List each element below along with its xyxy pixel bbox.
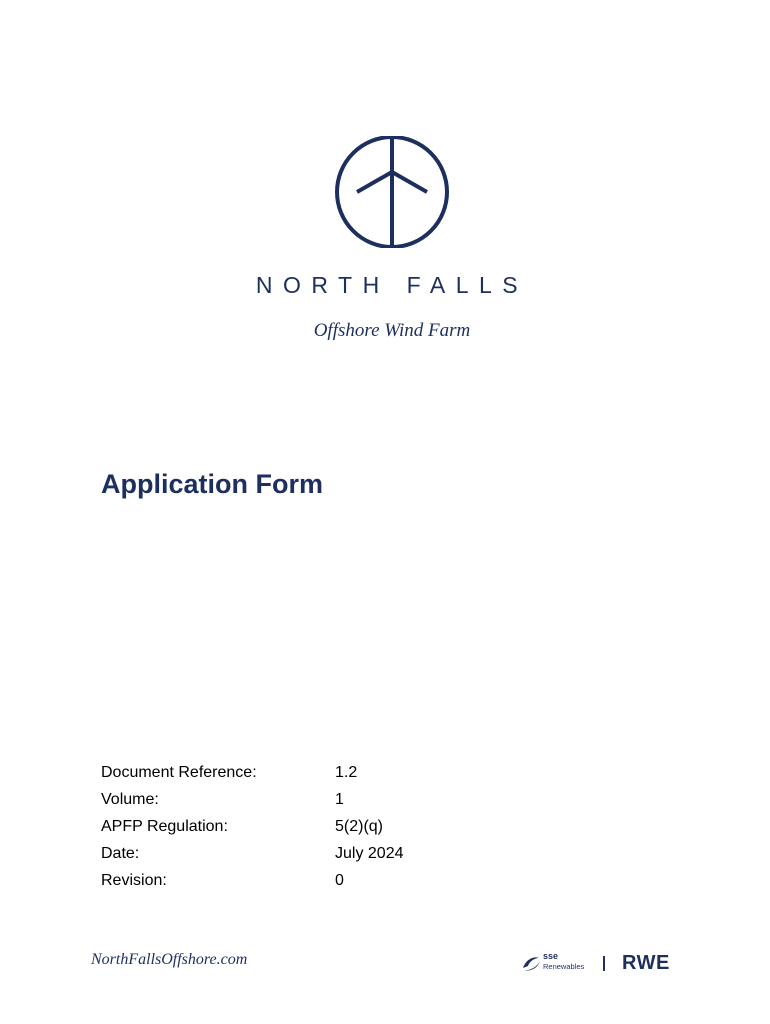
meta-value: July 2024 <box>335 844 404 862</box>
sse-renewables-logo <box>520 952 592 974</box>
sse-subtitle: Renewables <box>543 962 585 971</box>
rwe-logo: RWE <box>622 952 670 974</box>
meta-label: Document Reference: <box>101 763 257 781</box>
meta-value: 0 <box>335 871 344 889</box>
document-metadata-table <box>101 759 404 894</box>
north-falls-logo-icon <box>331 136 453 248</box>
meta-label: APFP Regulation: <box>101 817 228 835</box>
meta-row-document-reference <box>101 759 404 786</box>
meta-value: 1 <box>335 790 344 808</box>
meta-row-revision <box>101 867 404 894</box>
brand-name: NORTH FALLS <box>255 272 529 298</box>
meta-row-apfp-regulation <box>101 813 404 840</box>
brand-tagline: Offshore Wind Farm <box>313 320 471 341</box>
footer-divider <box>603 956 605 971</box>
document-title: Application Form <box>101 469 323 499</box>
meta-label: Date: <box>101 844 140 862</box>
meta-row-date <box>101 840 404 867</box>
footer-website-link[interactable]: NorthFallsOffshore.com <box>91 951 248 968</box>
meta-value: 1.2 <box>335 763 358 781</box>
sse-swirl-icon <box>520 953 542 973</box>
meta-value: 5(2)(q) <box>335 817 384 835</box>
meta-label: Revision: <box>101 871 167 889</box>
meta-row-volume <box>101 786 404 813</box>
meta-label: Volume: <box>101 790 159 808</box>
sse-name: sse <box>543 951 559 961</box>
